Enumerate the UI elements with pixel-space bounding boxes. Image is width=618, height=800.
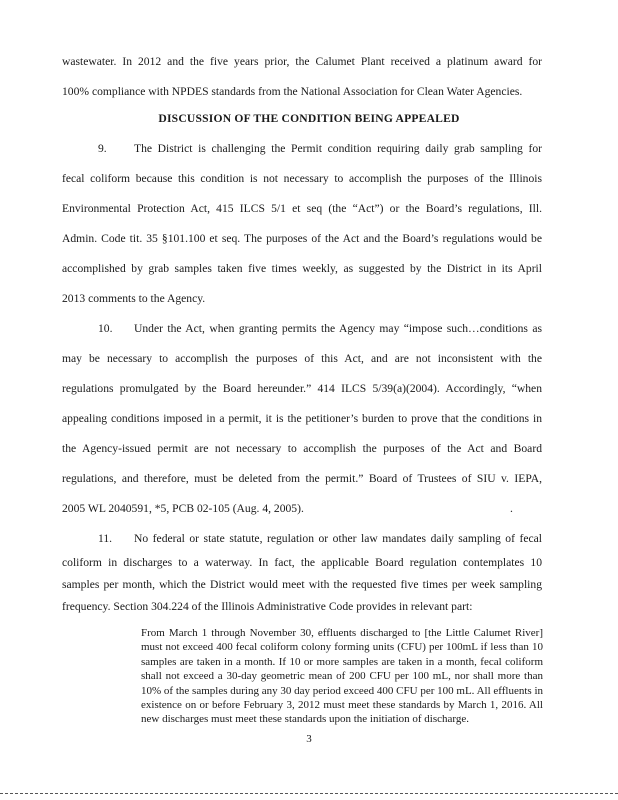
para-10-line-4: appealing conditions imposed in a permit, it is the petitioner’s burden to prove that the conditions in bbox=[62, 412, 542, 425]
para-11-first-line: No federal or state statute, regulation or other law mandates daily sampling of fecal bbox=[134, 532, 542, 545]
para-11-line-4: frequency. Section 304.224 of the Illinois Administrative Code provides in relevant part: bbox=[62, 600, 473, 613]
para-9-line-4: Admin. Code tit. 35 §101.100 et seq. The purposes of the Act and the Board’s regulations would be bbox=[62, 232, 542, 245]
para-11-line-3: samples per month, which the District would meet with the requested five times per week sampling bbox=[62, 578, 542, 591]
intro-line-2: 100% compliance with NPDES standards from the National Association for Clean Water Agencies. bbox=[62, 85, 523, 98]
para-9-line-2: fecal coliform because this condition is not necessary to accomplish the purposes of the Illinois bbox=[62, 172, 542, 185]
para-10-first-line: Under the Act, when granting permits the Agency may “impose such…conditions as bbox=[134, 322, 542, 335]
para-10-line-3: regulations promulgated by the Board hereunder.” 414 ILCS 5/39(a)(2004). Accordingly, “when bbox=[62, 382, 542, 395]
para-9-number: 9. bbox=[98, 142, 107, 155]
para-9-line-3: Environmental Protection Act, 415 ILCS 5/1 et seq (the “Act”) or the Board’s regulations, Ill. bbox=[62, 202, 542, 215]
page-number: 3 bbox=[306, 733, 312, 745]
para-9-line-6: 2013 comments to the Agency. bbox=[62, 292, 206, 305]
para-9-first-line: The District is challenging the Permit condition requiring daily grab sampling for bbox=[134, 142, 542, 155]
intro-line-1: wastewater. In 2012 and the five years prior, the Calumet Plant received a platinum award for bbox=[62, 55, 542, 68]
para-10-number: 10. bbox=[98, 322, 113, 335]
section-heading: DISCUSSION OF THE CONDITION BEING APPEALED bbox=[158, 112, 460, 125]
para-10-line-6: regulations, and therefore, must be deleted from the permit.” Board of Trustees of SIU v. IEPA, bbox=[62, 472, 542, 485]
para-10-line-7: 2005 WL 2040591, *5, PCB 02-105 (Aug. 4, 2005). bbox=[62, 502, 304, 515]
para-10-line-2: may be necessary to accomplish the purposes of this Act, and are not inconsistent with the bbox=[62, 352, 542, 365]
para-11-number: 11. bbox=[98, 532, 113, 545]
para-9-line-5: accomplished by grab samples taken five times weekly, as suggested by the District in its April bbox=[62, 262, 542, 275]
footer-rule bbox=[0, 793, 618, 795]
stray-mark: . bbox=[510, 502, 513, 515]
block-quote: From March 1 through November 30, effluents discharged to [the Little Calumet River] must not exceed 400 fecal coliform colony forming units (CFU) per 100mL if less than 10 samples are taken in a month. If 10 or more samples are taken in a month, fecal coliform shall not exceed a 30-day geometric mean of 200 CFU per 100 mL, nor shall more than 10% of the samples during any 30 day period exceed 400 CFU per 100 mL. All effluents in existence on or before February 3, 2012 must meet these standards by March 1, 2016. All new discharges must meet these standards upon the initiation of discharge. bbox=[141, 627, 543, 726]
para-10-line-5: the Agency-issued permit are not necessary to accomplish the purposes of the Act and Board bbox=[62, 442, 542, 455]
para-11-line-2: coliform in discharges to a waterway. In fact, the applicable Board regulation contemplates 10 bbox=[62, 556, 542, 569]
